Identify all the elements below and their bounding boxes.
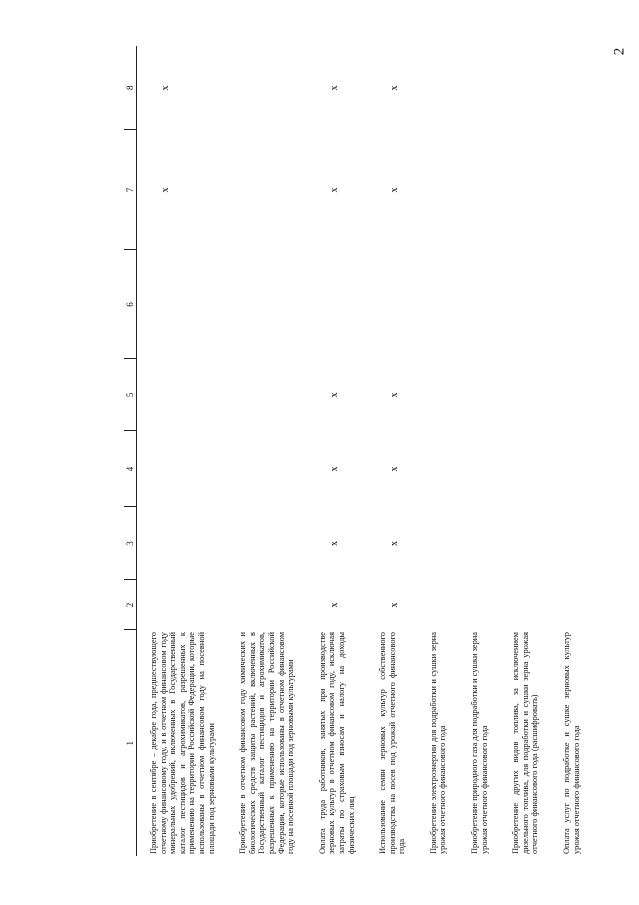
cell-col-6 (226, 250, 306, 359)
row-label: Приобретение других видов топлива, за исключением дизельного топлива, для подработки и сушки зерна урожая отчетного финансового года (расшифровать) (511, 632, 540, 854)
cell-col-8 (306, 46, 366, 130)
cross-mark: x (328, 541, 340, 546)
cross-mark: x (328, 187, 340, 193)
cross-mark: x (328, 85, 340, 91)
cell-col-2 (366, 580, 417, 630)
row-label: Оплата труда работников, занятых при производстве зерновых культур в отчетном финансовом году, исключая затраты по страховым взносам и налогу на доходы физических лиц (317, 632, 356, 854)
cell-col-3 (550, 507, 591, 580)
cell-col-7 (306, 130, 366, 250)
column-header-2: 2 (124, 580, 137, 630)
cell-col-7 (417, 130, 458, 250)
column-header-6: 6 (124, 250, 137, 359)
cell-col-8 (226, 46, 306, 130)
cross-mark: x (389, 187, 401, 193)
cell-col-3 (458, 507, 499, 580)
cell-col-3 (499, 507, 550, 580)
cell-col-2 (417, 580, 458, 630)
column-header-1: 1 (125, 741, 135, 746)
cell-col-4 (306, 431, 366, 507)
cross-mark: x (389, 602, 401, 608)
table-row (366, 46, 417, 856)
table-row (226, 46, 306, 856)
row-label: Приобретение в отчетном финансовом году химических и биологических средств защиты растений, включенных в Государственный каталог пестицидов и агрохимикатов, разрешенных к применению на территории Российской Федерации, которые использованы в отчетном финансовом году на посевной площади под зерновыми культурами (238, 632, 296, 854)
column-header-8: 8 (124, 46, 137, 130)
column-header-3: 3 (124, 507, 137, 580)
cell-col-6 (366, 250, 417, 359)
cell-col-6 (417, 250, 458, 359)
cell-col-2 (458, 580, 499, 630)
table-row (550, 46, 591, 856)
cell-col-6 (499, 250, 550, 359)
cell-col-8 (137, 46, 227, 130)
cross-mark: x (328, 392, 340, 398)
cell-col-7 (550, 130, 591, 250)
column-header-5: 5 (124, 359, 137, 431)
cell-col-4 (417, 431, 458, 507)
cell-col-4 (137, 431, 227, 507)
cell-col-5 (226, 359, 306, 431)
cell-col-4 (226, 431, 306, 507)
cell-col-3 (366, 507, 417, 580)
cell-col-5 (366, 359, 417, 431)
cell-col-7 (366, 130, 417, 250)
cell-col-8 (458, 46, 499, 130)
cell-col-5 (306, 359, 366, 431)
cross-mark: x (389, 392, 401, 398)
table-row (417, 46, 458, 856)
cell-col-4 (550, 431, 591, 507)
cell-col-2 (550, 580, 591, 630)
cell-col-7 (499, 130, 550, 250)
header-row (124, 46, 137, 856)
cell-col-4 (366, 431, 417, 507)
table-body (137, 46, 592, 856)
cell-col-5 (458, 359, 499, 431)
cell-col-5 (417, 359, 458, 431)
row-label: Приобретение электроэнергии для подработки и сушки зерна урожая отчетного финансового года (428, 632, 448, 854)
data-table (124, 46, 591, 856)
table-header (124, 46, 137, 856)
cell-col-8 (417, 46, 458, 130)
row-label: Оплата услуг по подработке и сушке зерновых культур урожая отчетного финансового года (562, 632, 581, 854)
cell-col-8 (499, 46, 550, 130)
cell-col-8 (550, 46, 591, 130)
rotated-table-container (124, 46, 581, 856)
cross-mark: x (389, 541, 401, 546)
cell-col-2 (226, 580, 306, 630)
column-header-7: 7 (124, 130, 137, 250)
page-number: 2 (611, 47, 628, 56)
cross-mark: x (160, 85, 171, 91)
cross-mark: x (160, 187, 171, 193)
cell-col-3 (306, 507, 366, 580)
cell-col-5 (499, 359, 550, 431)
cell-col-6 (550, 250, 591, 359)
row-label: Приобретение природного газа для подработки и сушки зерна урожая отчетного финансового года (470, 632, 489, 854)
cell-col-4 (499, 431, 550, 507)
table-row (137, 46, 227, 856)
cell-col-5 (137, 359, 227, 431)
row-label: Использование семян зерновых культур собственного производства на посев под урожай отчетного финансового года (378, 632, 407, 854)
cell-col-6 (458, 250, 499, 359)
cell-col-3 (226, 507, 306, 580)
column-header-4: 4 (124, 431, 137, 507)
cell-col-6 (137, 250, 227, 359)
cross-mark: x (328, 466, 340, 472)
cross-mark: x (389, 85, 401, 91)
cell-col-2 (306, 580, 366, 630)
cell-col-4 (458, 431, 499, 507)
cell-col-2 (137, 580, 227, 630)
cell-col-8 (366, 46, 417, 130)
cell-col-7 (226, 130, 306, 250)
cell-col-5 (550, 359, 591, 431)
table-row (499, 46, 550, 856)
table-row (306, 46, 366, 856)
cell-col-3 (417, 507, 458, 580)
cross-mark: x (389, 466, 401, 472)
cell-col-7 (137, 130, 227, 250)
row-label: Приобретение в сентябре – декабре года, предшествующего отчетному финансовому году, и в отчетном финансовом году минеральных удобрений, включенных в Государственный каталог пестицидов и агрохимикатов, разрешенных к применению на территории Российской Федерации, которые использованы в отчетном финансовом году на посевной площади под зерновыми культурами (149, 632, 216, 854)
cross-mark: x (328, 602, 340, 608)
cell-col-2 (499, 580, 550, 630)
cell-col-7 (458, 130, 499, 250)
table-row (458, 46, 499, 856)
cell-col-3 (137, 507, 227, 580)
cell-col-6 (306, 250, 366, 359)
